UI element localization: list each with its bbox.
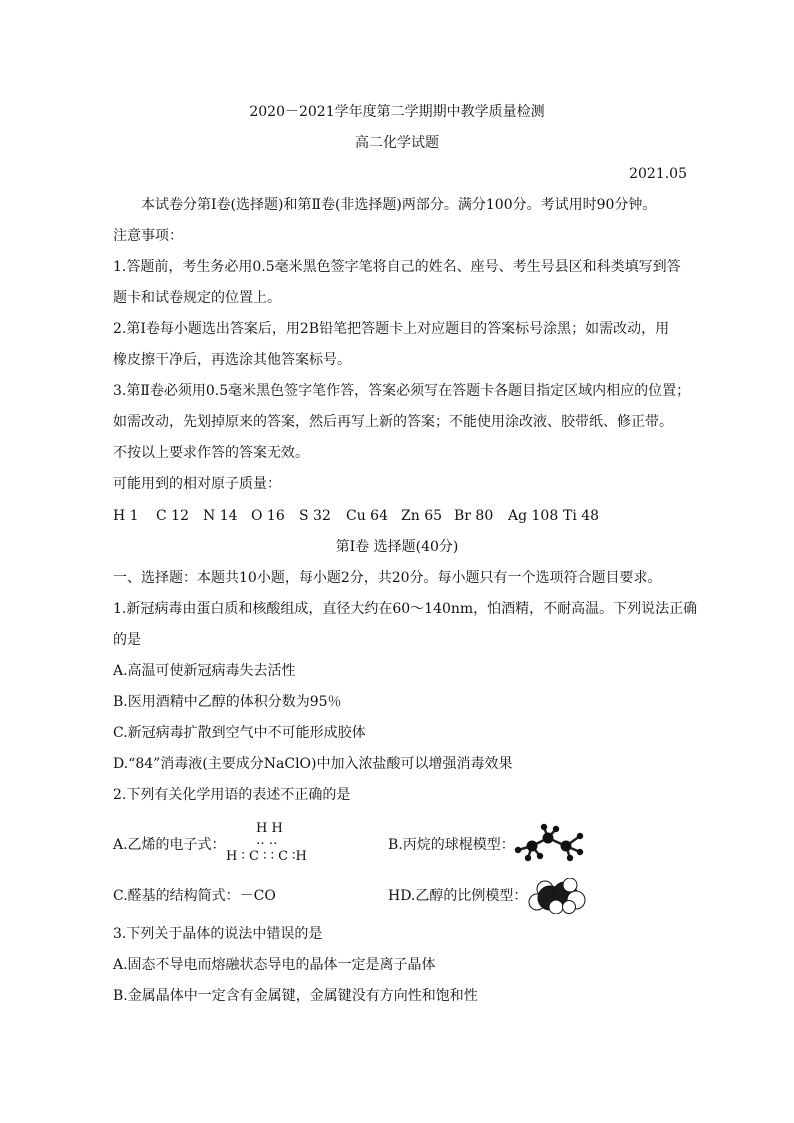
q2-option-b-label: B.丙烷的球棍模型： (388, 837, 515, 853)
q3-stem: 3.下列关于晶体的说法中错误的是 (113, 926, 323, 942)
atomic-mass-item: Br 80 (454, 508, 494, 524)
notes-heading: 注意事项： (113, 228, 183, 244)
q3-option-a: A.固态不导电而熔融状态导电的晶体一定是离子晶体 (113, 957, 436, 973)
q3-option-b: B.金属晶体中一定含有金属键，金属键没有方向性和饱和性 (113, 988, 478, 1004)
q2-option-a-label: A.乙烯的电子式： (113, 837, 226, 853)
atomic-mass-item: C 12 (156, 508, 189, 524)
atomic-mass-item: Ag 108 (508, 508, 559, 524)
section-instruction: 一、选择题：本题共10小题，每小题2分，共20分。每小题只有一个选项符合题目要求。 (113, 570, 662, 586)
exam-title: 2020－2021学年度第二学期期中教学质量检测 (249, 104, 545, 120)
formula-bottom: H ∶ C ∶ ∶ C ∶H (226, 849, 307, 864)
atomic-mass-item: H 1 (113, 508, 139, 524)
note-line: 3.第Ⅱ卷必须用0.5毫米黑色签字笔作答，答案必须写在答题卡各题目指定区域内相应的位置； (113, 383, 691, 399)
q1-stem-cont: 的是 (113, 632, 141, 648)
atomic-mass-item: Zn 65 (401, 508, 443, 524)
atomic-mass-item: Ti 48 (563, 508, 600, 524)
q1-stem: 1.新冠病毒由蛋白质和核酸组成，直径大约在60～140nm，怕酒精，不耐高温。下列说法正确 (113, 601, 698, 617)
intro-text: 本试卷分第Ⅰ卷(选择题)和第Ⅱ卷(非选择题)两部分。满分100分。考试用时90分钟。 (141, 197, 657, 213)
q2-option-d-label: HD.乙醇的比例模型： (388, 888, 528, 904)
atomic-mass-item: N 14 (203, 508, 238, 524)
exam-subtitle: 高二化学试题 (355, 135, 439, 151)
exam-date: 2021.05 (629, 166, 687, 182)
note-line: 1.答题前，考生务必用0.5毫米黑色签字笔将自己的姓名、座号、考生号县区和科类填写到答 (113, 259, 681, 275)
atomic-mass-heading: 可能用到的相对原子质量： (113, 476, 281, 492)
note-line: 题卡和试卷规定的位置上。 (113, 290, 281, 306)
q2-stem: 2.下列有关化学用语的表述不正确的是 (113, 787, 351, 803)
note-line: 不按以上要求作答的答案无效。 (113, 445, 309, 461)
note-line: 2.第Ⅰ卷每小题选出答案后，用2B铅笔把答题卡上对应题目的答案标号涂黑；如需改动，用 (113, 321, 670, 337)
q1-option-d: D.“84”消毒液(主要成分NaClO)中加入浓盐酸可以增强消毒效果 (113, 756, 513, 772)
atomic-mass-item: O 16 (251, 508, 285, 524)
atomic-mass-list (0, 507, 794, 525)
formula-top-h: H H (256, 821, 283, 836)
q1-option-c: C.新冠病毒扩散到空气中不可能形成胶体 (113, 725, 366, 741)
note-line: 橡皮擦干净后，再选涂其他答案标号。 (113, 352, 351, 368)
atomic-mass-item: Cu 64 (346, 508, 388, 524)
ethanol-space-filling-model (525, 878, 587, 914)
note-line: 如需改动，先划掉原来的答案，然后再写上新的答案；不能使用涂改液、胶带纸、修正带。 (113, 414, 673, 430)
ethylene-electron-formula (226, 822, 356, 870)
formula-dots: ‥ ‥ (256, 833, 278, 848)
q1-option-b: B.医用酒精中乙醇的体积分数为95％ (113, 694, 342, 710)
section-title: 第Ⅰ卷 选择题(40分) (335, 539, 459, 555)
propane-ball-stick-model (510, 822, 590, 864)
q2-option-c-label: C.醛基的结构简式：－CO (113, 888, 276, 904)
atomic-mass-item: S 32 (299, 508, 331, 524)
q1-option-a: A.高温可使新冠病毒失去活性 (113, 663, 296, 679)
